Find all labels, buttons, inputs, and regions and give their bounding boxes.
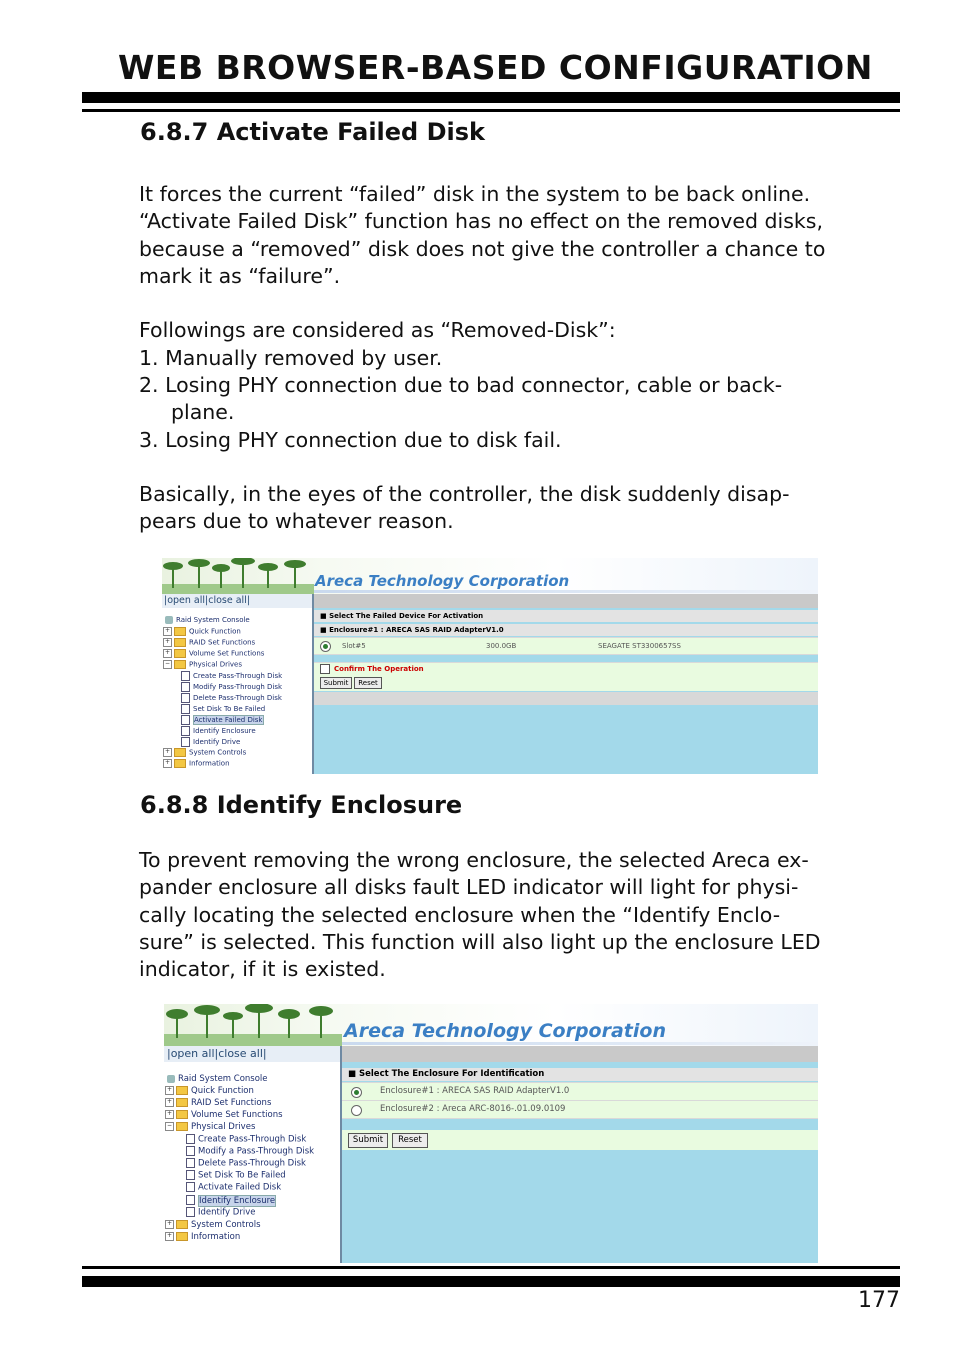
header-rule-thin: [82, 109, 900, 112]
tree-item-quick-function[interactable]: [165, 1086, 254, 1096]
open-close-all-link[interactable]: |open all|close all|: [162, 594, 312, 608]
tree-label: System Controls: [191, 1220, 261, 1230]
tree-item-system-controls[interactable]: [165, 1220, 261, 1230]
plus-icon: +: [164, 748, 171, 755]
tree-item-create-pass-through[interactable]: [186, 1134, 306, 1145]
palm-trees-image: [164, 1004, 342, 1046]
paragraph-line: mark it as “failure”.: [139, 263, 341, 288]
tree-item-identify-drive[interactable]: [186, 1207, 255, 1218]
tree-label: Identify Drive: [193, 738, 241, 746]
folder-icon: [176, 1220, 188, 1229]
tree-label: Raid System Console: [178, 1074, 268, 1084]
enclosure-label: Enclosure#1 : ARECA SAS RAID AdapterV1.0: [380, 1086, 570, 1096]
page-icon: [181, 704, 190, 714]
tree-item-modify-pass-through[interactable]: [186, 1146, 314, 1157]
plus-icon: +: [166, 1232, 173, 1239]
tree-item-activate-failed-disk[interactable]: [181, 715, 264, 725]
console-icon: [167, 1075, 175, 1083]
tree-label: System Controls: [189, 748, 247, 757]
confirm-label: Confirm The Operation: [334, 665, 424, 673]
tree-item-raid-set[interactable]: [163, 638, 255, 647]
page-icon: [186, 1134, 195, 1144]
folder-icon: [174, 649, 186, 658]
tree-item-information[interactable]: [165, 1232, 240, 1242]
enclosure-radio[interactable]: [351, 1105, 362, 1116]
tree-item-identify-drive[interactable]: [181, 737, 240, 747]
tree-item-identify-enclosure[interactable]: [186, 1195, 276, 1206]
bottom-bar: [314, 692, 818, 705]
page-icon: [186, 1146, 195, 1156]
page-icon: [181, 693, 190, 703]
main-panel: [342, 1046, 818, 1263]
submit-button[interactable]: Submit: [348, 1133, 388, 1148]
tree-label: Information: [189, 759, 230, 768]
list-item: 2. Losing PHY connection due to bad connector, cable or back-: [139, 373, 783, 397]
folder-icon: [176, 1232, 188, 1241]
tree-item-system-controls[interactable]: [163, 748, 246, 757]
device-radio[interactable]: [320, 641, 331, 652]
plus-icon: +: [164, 649, 171, 656]
tree-label: Set Disk To Be Failed: [198, 1170, 286, 1181]
tree-label: Modify a Pass-Through Disk: [198, 1146, 315, 1157]
palm-trees-image: [162, 558, 314, 594]
confirm-checkbox[interactable]: [320, 664, 330, 674]
screenshot-activate-failed-disk: [162, 558, 818, 774]
section-header-text: Select The Failed Device For Activation: [329, 612, 484, 620]
tree-label: Delete Pass-Through Disk: [198, 1158, 306, 1169]
tree-label: Volume Set Functions: [191, 1110, 283, 1120]
tree-label: Raid System Console: [176, 616, 250, 624]
plus-icon: +: [164, 638, 171, 645]
header-rule-thick: [82, 92, 900, 103]
tree-label: Activate Failed Disk: [198, 1182, 282, 1193]
capacity-cell: 300.0GB: [486, 642, 517, 650]
section-title-identify-enclosure: 6.8.8 Identify Enclosure: [140, 791, 463, 819]
section-header: ■ Select The Enclosure For Identification: [342, 1068, 818, 1081]
plus-icon: +: [166, 1220, 173, 1227]
reset-button[interactable]: Reset: [354, 677, 382, 689]
tree-item-delete-pass-through[interactable]: [181, 693, 282, 703]
tree-item-activate-failed-disk[interactable]: [186, 1182, 281, 1193]
tree-item-raid-set[interactable]: [165, 1098, 271, 1108]
brand-underline: [342, 1042, 818, 1045]
page-icon: [181, 671, 190, 681]
paragraph-identify-enclosure: [139, 847, 904, 983]
paragraph-line: sure” is selected. This function will also light up the enclosure LED: [139, 929, 821, 954]
brand-name: Areca Technology Corporation: [344, 1020, 666, 1042]
console-icon: [165, 616, 173, 624]
sidebar: [162, 594, 314, 774]
page-icon: [181, 737, 190, 747]
button-row: [342, 1130, 818, 1150]
paragraph-line: indicator, if it is existed.: [139, 957, 386, 982]
tree-item-set-disk-failed[interactable]: [181, 704, 265, 714]
enclosure-label: ■ Enclosure#1 : ARECA SAS RAID AdapterV1.0: [314, 624, 818, 636]
tree-item-quick-function[interactable]: [163, 627, 241, 636]
tree-label: Create Pass-Through Disk: [198, 1134, 307, 1145]
page-icon: [186, 1158, 195, 1168]
tree-item-physical-drives[interactable]: [165, 1122, 255, 1132]
brand-name: Areca Technology Corporation: [315, 572, 570, 590]
folder-icon: [174, 759, 186, 768]
page-icon: [186, 1170, 195, 1180]
tree-label: RAID Set Functions: [189, 638, 256, 647]
tree-label: Quick Function: [191, 1086, 254, 1096]
footer-rule-thin: [82, 1266, 900, 1269]
top-bar: [342, 1046, 818, 1062]
brand-underline: [314, 590, 818, 593]
tree-item-identify-enclosure[interactable]: [181, 726, 256, 736]
tree-label: Activate Failed Disk: [194, 716, 263, 724]
section-title-activate-failed-disk: 6.8.7 Activate Failed Disk: [140, 118, 485, 146]
tree-item-modify-pass-through[interactable]: [181, 682, 282, 692]
list-item: 3. Losing PHY connection due to disk fail.: [139, 428, 562, 452]
paragraph-line: It forces the current “failed” disk in the system to be back online.: [139, 182, 811, 206]
section-header: ■ Select The Failed Device For Activation: [314, 610, 818, 622]
page-header-title: WEB BROWSER-BASED CONFIGURATION: [118, 48, 873, 87]
folder-icon: [174, 638, 186, 647]
folder-icon: [174, 748, 186, 757]
enclosure-text: Enclosure#1 : ARECA SAS RAID AdapterV1.0: [329, 626, 504, 634]
tree-item-volume-set[interactable]: [163, 649, 264, 658]
top-bar: [314, 594, 818, 608]
page-icon: [186, 1182, 195, 1192]
button-row: [314, 675, 818, 691]
page-icon: [186, 1207, 195, 1217]
tree-label: Set Disk To Be Failed: [193, 705, 266, 713]
enclosure-label: Enclosure#2 : Areca ARC-8016-.01.09.0109: [380, 1104, 566, 1114]
paragraph-line: To prevent removing the wrong enclosure, the selected Areca ex-: [139, 848, 809, 872]
plus-icon: +: [166, 1098, 173, 1105]
tree-label: RAID Set Functions: [191, 1098, 272, 1108]
paragraph-line: pander enclosure all disks fault LED indicator will light for physi-: [139, 875, 799, 900]
page-icon: [181, 682, 190, 692]
tree-label: Identify Enclosure: [193, 727, 256, 735]
folder-icon: [176, 1110, 188, 1119]
tree-label: Volume Set Functions: [189, 649, 265, 658]
main-panel: [314, 594, 818, 774]
folder-open-icon: [174, 660, 186, 669]
screenshot-identify-enclosure: [164, 1004, 818, 1263]
tree-label: Quick Function: [189, 627, 241, 636]
tree-item-delete-pass-through[interactable]: [186, 1158, 306, 1169]
sidebar: [164, 1046, 342, 1263]
page-number: 177: [858, 1288, 900, 1313]
tree-item-information[interactable]: [163, 759, 230, 768]
footer-rule-thick: [82, 1276, 900, 1287]
tree-root[interactable]: [167, 1074, 268, 1084]
reset-button[interactable]: Reset: [392, 1133, 428, 1148]
folder-icon: [174, 627, 186, 636]
confirm-row: [314, 662, 818, 676]
enclosure-row[interactable]: [342, 1082, 818, 1101]
model-cell: SEAGATE ST3300657SS: [598, 642, 681, 650]
page-icon: [186, 1195, 195, 1205]
section-header-text: Select The Enclosure For Identification: [359, 1069, 545, 1079]
submit-button[interactable]: Submit: [320, 677, 352, 689]
tree-label: Identify Enclosure: [199, 1195, 276, 1206]
tree-label: Physical Drives: [189, 660, 243, 669]
paragraph-line: pears due to whatever reason.: [139, 509, 454, 534]
paragraph-line: Basically, in the eyes of the controller, the disk suddenly disap-: [139, 482, 790, 506]
device-row[interactable]: [314, 637, 818, 655]
paragraph-basically: [139, 481, 904, 536]
minus-icon: −: [166, 1122, 173, 1129]
plus-icon: +: [164, 759, 171, 766]
plus-icon: +: [166, 1086, 173, 1093]
minus-icon: −: [164, 660, 171, 667]
tree-label: Delete Pass-Through Disk: [193, 694, 282, 702]
page-icon: [181, 715, 190, 725]
enclosure-radio[interactable]: [351, 1087, 362, 1098]
paragraph-line: because a “removed” disk does not give the controller a chance to: [139, 236, 826, 261]
tree-label: Information: [191, 1232, 241, 1242]
list-item: 1. Manually removed by user.: [139, 346, 443, 370]
open-close-all-link[interactable]: |open all|close all|: [164, 1046, 340, 1062]
tree-label: Modify Pass-Through Disk: [193, 683, 283, 691]
tree-item-physical-drives[interactable]: [163, 660, 242, 669]
page-icon: [181, 726, 190, 736]
folder-icon: [176, 1086, 188, 1095]
paragraph-line: cally locating the selected enclosure when the “Identify Enclo-: [139, 902, 781, 927]
list-item: plane.: [171, 400, 235, 424]
plus-icon: +: [164, 627, 171, 634]
paragraph-intro: [139, 181, 904, 290]
tree-label: Physical Drives: [191, 1122, 256, 1132]
tree-item-set-disk-failed[interactable]: [186, 1170, 286, 1181]
folder-icon: [176, 1098, 188, 1107]
plus-icon: +: [166, 1110, 173, 1117]
tree-item-volume-set[interactable]: [165, 1110, 283, 1120]
paragraph-line: “Activate Failed Disk” function has no effect on the removed disks,: [139, 209, 823, 234]
tree-label: Identify Drive: [198, 1207, 256, 1218]
enclosure-row[interactable]: [342, 1100, 818, 1119]
removed-disk-intro: Followings are considered as “Removed-Disk”:: [139, 318, 616, 342]
folder-open-icon: [176, 1122, 188, 1131]
tree-label: Create Pass-Through Disk: [193, 672, 283, 680]
tree-item-create-pass-through[interactable]: [181, 671, 282, 681]
tree-root[interactable]: [165, 616, 250, 624]
slot-cell: Slot#5: [342, 642, 366, 650]
